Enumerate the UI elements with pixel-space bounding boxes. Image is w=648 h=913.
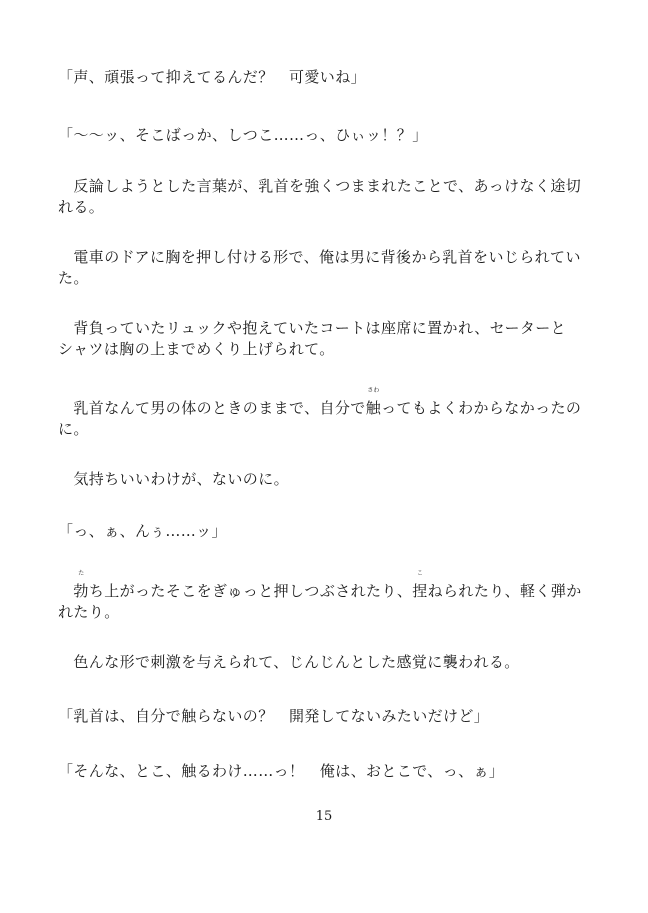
text-line: 気持ちいいわけが、ないのに。 [58,470,290,488]
ruby-annotation: さわ [367,387,380,394]
text-line: れたり。 [58,603,120,621]
text-line: た。 [58,269,89,287]
text-line: 「乳首は、自分で触らないの？ 開発してないみたいだけど」 [58,707,490,725]
text-line: れる。 [58,198,105,216]
text-line: に。 [58,420,89,438]
ruby-base [73,570,89,602]
text-segment: ち上がったそこをぎゅっと押しつぶされたり、 [88,582,413,600]
text-line: 「そんな、とこ、触るわけ……っ！ 俺は、おとこで、っ、ぁ」 [58,762,505,780]
text-line: 「っ、ぁ、んぅ……ッ」 [58,522,227,540]
text-line: 電車のドアに胸を押し付ける形で、俺は男に背後から乳首をいじられてい [58,248,581,266]
text-line: 色んな形で刺激を与えられて、じんじんとした感覚に襲われる。 [58,653,520,671]
ruby-annotation: こ [416,570,423,577]
ruby-base [365,387,382,419]
text-line: シャツは胸の上までめくり上げられて。 [58,340,335,358]
text-line: 背負っていたリュックや抱えていたコートは座席に置かれ、セーターと [58,319,567,337]
ruby-text-line [58,570,590,602]
text-segment [58,582,73,600]
page-number: 15 [315,809,333,824]
text-segment: ねられたり、軽く弾か [427,582,582,600]
text-segment: ってもよくわからなかったの [381,399,582,417]
ruby-annotation: た [78,570,85,577]
ruby-base [412,570,428,602]
ruby-base-char: 捏 [412,582,428,600]
text-line: 「〜〜ッ、そこばっか、しつこ……っ、ひぃッ！？」 [58,126,428,144]
text-segment: 乳首なんて男の体のときのままで、自分で [58,399,366,417]
ruby-text-line [58,387,590,419]
ruby-base-char: 触 [365,399,382,417]
ruby-base-char: 勃 [73,582,89,600]
text-line: 「声、頑張って抑えてるんだ？ 可愛いね」 [58,68,367,86]
text-line: 反論しようとした言葉が、乳首を強くつままれたことで、あっけなく途切 [58,177,582,195]
